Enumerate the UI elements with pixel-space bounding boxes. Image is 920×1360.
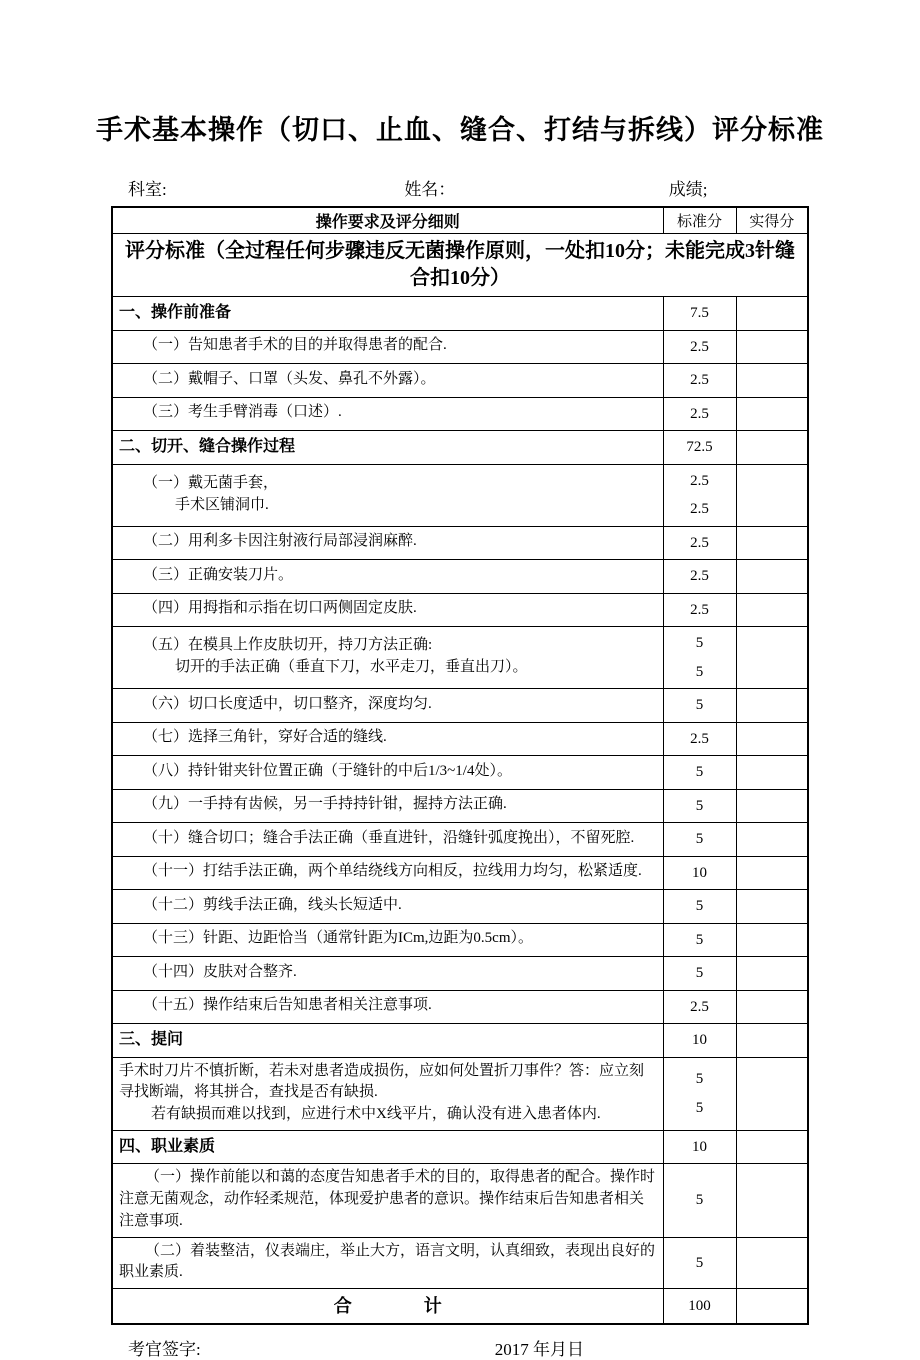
standard-score-value: 5 [695, 635, 704, 651]
table-row [112, 823, 808, 857]
standard-score-values [664, 993, 736, 1022]
requirement-cell [112, 431, 663, 465]
footer [112, 1335, 808, 1360]
standard-score-cell [663, 1289, 736, 1325]
standard-score-value: 2.5 [690, 998, 709, 1015]
standard-score-value: 5 [695, 965, 704, 981]
standard-score-value: 7.5 [690, 305, 709, 321]
standard-score-values [664, 1133, 736, 1162]
standard-score-cell [663, 431, 736, 465]
standard-score-values [664, 433, 736, 462]
actual-score-cell [736, 1237, 808, 1289]
standard-score-values [664, 926, 736, 955]
requirement-cell [112, 1024, 663, 1058]
standard-score-value: 5 [695, 797, 704, 814]
actual-score-cell [736, 464, 808, 526]
standard-score-values [664, 1065, 736, 1122]
requirement-cell [112, 890, 663, 924]
standard-score-values [664, 529, 736, 558]
standard-score-values [664, 1292, 736, 1321]
standard-score-cell [663, 464, 736, 526]
requirement-cell [112, 1164, 663, 1237]
examiner-signature-label: 考官签字: [128, 1340, 201, 1360]
standard-score-value: 72.5 [686, 439, 713, 455]
requirement-line: （一）操作前能以和蔼的态度告知患者手术的目的，取得患者的配合。操作时注意无菌观念，动作轻柔规范，体现爱护患者的意识。操作结束后告知患者相关注意事项. [119, 1169, 656, 1229]
standard-score-values [664, 825, 736, 854]
standard-score-cell [663, 756, 736, 790]
actual-score-cell [736, 593, 808, 627]
actual-score-cell [736, 627, 808, 689]
standard-score-values [664, 691, 736, 720]
actual-score-cell [736, 990, 808, 1024]
requirement-line: 切开的手法正确（垂直下刀，水平走刀，垂直出刀）。 [175, 659, 528, 675]
col-header-standard-score: 标准分 [663, 207, 736, 234]
table-row [112, 1164, 808, 1237]
table-row [112, 856, 808, 890]
actual-score-cell [736, 923, 808, 957]
requirement-line: （六）切口长度适中，切口整齐，深度均匀. [143, 695, 432, 712]
standard-score-value: 5 [695, 1099, 704, 1116]
requirement-cell [112, 1237, 663, 1289]
actual-score-cell [736, 397, 808, 431]
standard-score-cell [663, 1057, 736, 1130]
standard-score-values [664, 892, 736, 921]
standard-score-value: 10 [692, 1032, 707, 1048]
standard-score-cell [663, 560, 736, 594]
scoring-notice-row [112, 234, 808, 297]
requirement-line: （七）选择三角针，穿好合适的缝线. [143, 729, 387, 746]
requirement-line: （二）着装整洁，仪表端庄，举止大方，语言文明，认真细致，表现出良好的职业素质. [119, 1242, 656, 1281]
table-row [112, 689, 808, 723]
standard-score-value: 5 [695, 697, 704, 713]
requirement-line: （五）在模具上作皮肤切开，持刀方法正确: [143, 637, 433, 654]
requirement-cell [112, 722, 663, 756]
requirement-cell [112, 990, 663, 1024]
actual-score-cell [736, 957, 808, 991]
standard-score-cell [663, 789, 736, 823]
standard-score-cell [663, 593, 736, 627]
table-row [112, 593, 808, 627]
standard-score-values [664, 629, 736, 686]
requirement-cell [112, 923, 663, 957]
standard-score-value: 5 [695, 663, 704, 680]
requirement-cell [112, 856, 663, 890]
requirement-line: 手术区铺洞巾. [175, 496, 269, 513]
standard-score-cell [663, 364, 736, 398]
requirement-line: （九）一手持有齿候，另一手持持针钳，握持方法正确. [143, 796, 507, 813]
table-row [112, 397, 808, 431]
standard-score-cell [663, 722, 736, 756]
requirement-line: （一）戴无菌手套， [143, 474, 279, 491]
standard-score-value: 10 [692, 864, 707, 881]
standard-score-cell [663, 957, 736, 991]
standard-score-cell [663, 856, 736, 890]
standard-score-cell [663, 689, 736, 723]
standard-score-value: 2.5 [690, 338, 709, 355]
requirement-cell [112, 627, 663, 689]
standard-score-value: 5 [695, 1192, 704, 1209]
table-row [112, 330, 808, 364]
actual-score-cell [736, 297, 808, 331]
actual-score-cell [736, 756, 808, 790]
actual-score-cell [736, 789, 808, 823]
standard-score-value: 2.5 [690, 601, 709, 618]
requirement-cell [112, 560, 663, 594]
requirement-cell [112, 330, 663, 364]
standard-score-value: 2.5 [690, 372, 709, 388]
header-fields [112, 175, 808, 200]
actual-score-cell [736, 364, 808, 398]
requirement-line: （十）缝合切口；缝合手法正确（垂直进针，沿缝针弧度挽出），不留死腔. [143, 829, 635, 846]
standard-score-value: 100 [688, 1297, 711, 1314]
standard-score-value: 2.5 [690, 472, 709, 489]
standard-score-values [664, 366, 736, 395]
standard-score-cell [663, 1130, 736, 1164]
standard-score-values [664, 400, 736, 429]
requirement-cell [112, 823, 663, 857]
actual-score-cell [736, 560, 808, 594]
standard-score-cell [663, 297, 736, 331]
table-row [112, 890, 808, 924]
standard-score-values [664, 299, 736, 328]
standard-score-value: 5 [695, 831, 704, 847]
table-row [112, 923, 808, 957]
standard-score-cell [663, 1024, 736, 1058]
standard-score-values [664, 562, 736, 591]
requirement-cell [112, 756, 663, 790]
actual-score-cell [736, 823, 808, 857]
table-row [112, 990, 808, 1024]
standard-score-values [664, 859, 736, 888]
standard-score-value: 5 [695, 1254, 704, 1271]
requirement-cell [112, 1057, 663, 1130]
standard-score-values [664, 959, 736, 988]
standard-score-value: 2.5 [690, 405, 709, 422]
standard-score-cell [663, 330, 736, 364]
requirement-line: 二、切开、缝合操作过程 [119, 438, 296, 456]
actual-score-cell [736, 1289, 808, 1325]
table-row [112, 364, 808, 398]
standard-score-value: 10 [692, 1138, 707, 1155]
standard-score-cell [663, 823, 736, 857]
name-label: 姓名： [404, 180, 456, 199]
requirement-line: （十五）操作结束后告知患者相关注意事项. [143, 997, 432, 1014]
standard-score-values [664, 1249, 736, 1278]
requirement-cell [112, 1289, 663, 1325]
standard-score-value: 2.5 [690, 501, 709, 517]
table-header-row [112, 207, 808, 234]
document-title: 手术基本操作（切口、止血、缝合、打结与拆线）评分标准 [96, 115, 824, 145]
requirement-line: （二）用利多卡因注射液行局部浸润麻醉. [143, 533, 417, 550]
actual-score-cell [736, 1024, 808, 1058]
requirement-cell [112, 1130, 663, 1164]
standard-score-cell [663, 890, 736, 924]
standard-score-value: 2.5 [690, 534, 709, 551]
actual-score-cell [736, 431, 808, 465]
table-row [112, 957, 808, 991]
actual-score-cell [736, 689, 808, 723]
date-text: 2017 年月日 [494, 1340, 585, 1360]
actual-score-cell [736, 1057, 808, 1130]
table-row [112, 560, 808, 594]
score-label: 成绩; [668, 180, 708, 199]
table-row [112, 431, 808, 465]
actual-score-cell [736, 526, 808, 560]
requirement-line: （四）用拇指和示指在切口两侧固定皮肤. [143, 600, 417, 617]
table-row [112, 722, 808, 756]
requirement-line: （十三）针距、边距恰当（通常针距为ICm,边距为0.5cm）。 [143, 930, 533, 947]
standard-score-value: 5 [695, 931, 704, 948]
scoring-notice-text: 评分标准（全过程任何步骤违反无菌操作原则，一处扣10分；未能完成3针缝合扣10分） [112, 234, 808, 297]
standard-score-value: 5 [695, 898, 704, 914]
requirement-line: （三）正确安装刀片。 [143, 566, 294, 583]
standard-score-cell [663, 990, 736, 1024]
actual-score-cell [736, 330, 808, 364]
requirement-line: （十一）打结手法正确，两个单结绕线方向相反，拉线用力均匀，松紧适度. [143, 863, 642, 880]
standard-score-cell [663, 1164, 736, 1237]
standard-score-value: 5 [695, 764, 704, 780]
requirement-line: （一）告知患者手术的目的并取得患者的配合. [143, 337, 447, 354]
department-label: 科室: [128, 180, 167, 199]
requirement-line: （八）持针钳夹针位置正确（于缝针的中后1/3~1/4处）。 [143, 762, 512, 779]
standard-score-value: 2.5 [690, 730, 709, 747]
table-row [112, 1237, 808, 1289]
requirement-cell [112, 789, 663, 823]
standard-score-values [664, 467, 736, 524]
standard-score-values [664, 725, 736, 754]
table-row [112, 297, 808, 331]
table-row [112, 1057, 808, 1130]
requirement-cell [112, 689, 663, 723]
requirement-cell [112, 397, 663, 431]
table-row [112, 756, 808, 790]
table-row [112, 1024, 808, 1058]
requirement-line: 手术时刀片不慎折断，若未对患者造成损伤，应如何处置折刀事件？答：应立刻寻找断端，将其拼合，查找是否有缺损. [119, 1062, 645, 1101]
col-header-requirements: 操作要求及评分细则 [112, 207, 663, 234]
standard-score-values [664, 792, 736, 821]
standard-score-cell [663, 923, 736, 957]
requirement-line: 合 计 [333, 1296, 442, 1316]
score-table [111, 206, 809, 1325]
actual-score-cell [736, 856, 808, 890]
standard-score-value: 5 [695, 1071, 704, 1088]
standard-score-value: 2.5 [690, 568, 709, 584]
standard-score-values [664, 758, 736, 787]
requirement-line: 一、操作前准备 [119, 304, 232, 322]
requirement-line: 四、职业素质 [119, 1137, 216, 1155]
requirement-cell [112, 464, 663, 526]
requirement-line: （三）考生手臂消毒（口述）. [143, 404, 342, 421]
actual-score-cell [736, 722, 808, 756]
requirement-cell [112, 593, 663, 627]
requirement-cell [112, 364, 663, 398]
table-row [112, 1130, 808, 1164]
standard-score-cell [663, 627, 736, 689]
col-header-actual-score: 实得分 [736, 207, 808, 234]
standard-score-cell [663, 397, 736, 431]
actual-score-cell [736, 1130, 808, 1164]
standard-score-cell [663, 1237, 736, 1289]
table-row [112, 1289, 808, 1325]
requirement-line: 若有缺损而难以找到，应进行术中X线平片，确认没有进入患者体内. [151, 1106, 601, 1122]
requirement-line: （十二）剪线手法正确，线头长短适中. [143, 896, 402, 913]
standard-score-values [664, 1186, 736, 1215]
standard-score-values [664, 1026, 736, 1055]
requirement-cell [112, 526, 663, 560]
standard-score-values [664, 333, 736, 362]
standard-score-values [664, 596, 736, 625]
table-row [112, 464, 808, 526]
table-row [112, 526, 808, 560]
requirement-cell [112, 297, 663, 331]
requirement-line: （十四）皮肤对合整齐. [143, 963, 297, 980]
actual-score-cell [736, 1164, 808, 1237]
table-row [112, 789, 808, 823]
requirement-line: （二）戴帽子、口罩（头发、鼻孔不外露）。 [143, 370, 436, 387]
standard-score-cell [663, 526, 736, 560]
requirement-cell [112, 957, 663, 991]
requirement-line: 三、提问 [119, 1031, 184, 1049]
table-row [112, 627, 808, 689]
actual-score-cell [736, 890, 808, 924]
